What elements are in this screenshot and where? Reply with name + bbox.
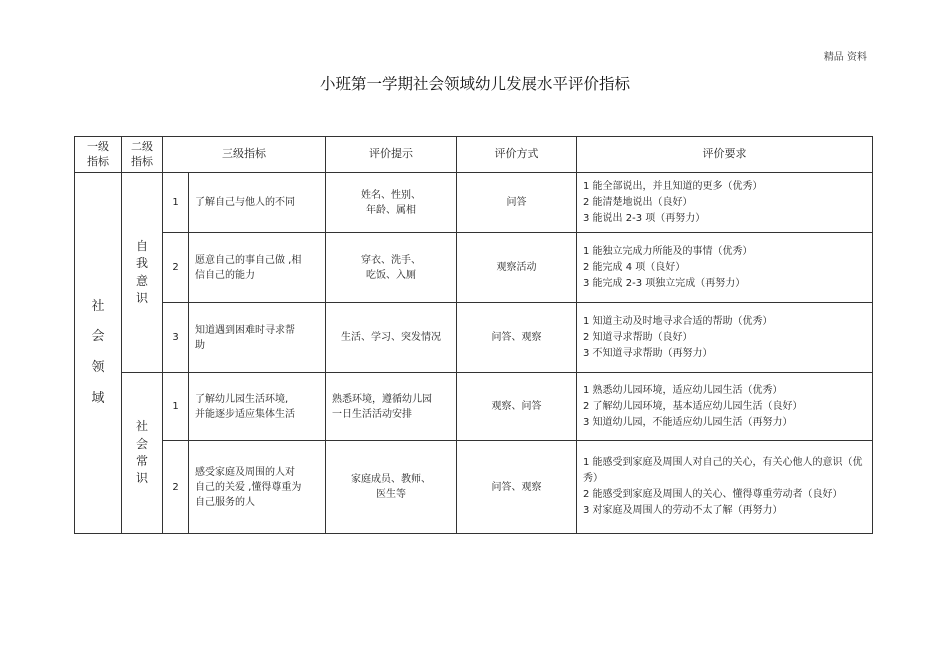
col-header-method: 评价方式 [457, 137, 577, 173]
requirement-line: 1 能感受到家庭及周围人对自己的关心，有关心他人的意识（优秀） [583, 457, 863, 484]
table-row [75, 441, 873, 534]
requirement-line: 1 能独立完成力所能及的事情（优秀） [583, 245, 753, 257]
hint-cell: 熟悉环境，遵循幼儿园 一日生活活动安排 [326, 373, 457, 441]
indicator-cell: 了解自己与他人的不同 [189, 173, 326, 233]
method-cell: 问答、观察 [457, 303, 577, 373]
requirement-line: 3 知道幼儿园，不能适应幼儿园生活（再努力） [583, 416, 793, 428]
table-header-row [75, 137, 873, 173]
level2-label: 社会常识 [135, 419, 148, 486]
indicator-cell: 了解幼儿园生活环境, 并能逐步适应集体生活 [189, 373, 326, 441]
evaluation-table [74, 136, 873, 534]
row-number: 3 [163, 303, 189, 373]
col-header-level2: 二级 指标 [122, 137, 163, 173]
requirement-line: 2 能清楚地说出（良好） [583, 196, 693, 208]
col-header-requirement: 评价要求 [577, 137, 873, 173]
requirement-line: 2 了解幼儿园环境，基本适应幼儿园生活（良好） [583, 400, 803, 412]
requirement-line: 3 对家庭及周围人的劳动不太了解（再努力） [583, 505, 783, 516]
requirement-cell [577, 373, 873, 441]
requirement-line: 1 能全部说出，并且知道的更多（优秀） [583, 180, 763, 192]
requirement-line: 2 能完成 4 项（良好） [583, 261, 686, 273]
row-number: 2 [163, 233, 189, 303]
requirement-cell [577, 441, 873, 534]
col-header-hint: 评价提示 [326, 137, 457, 173]
row-number: 1 [163, 373, 189, 441]
indicator-cell: 愿意自己的事自己做 ,相 信自己的能力 [189, 233, 326, 303]
indicator-cell: 知道遇到困难时寻求帮 助 [189, 303, 326, 373]
requirement-line: 1 熟悉幼儿园环境，适应幼儿园生活（优秀） [583, 384, 783, 396]
row-number: 1 [163, 173, 189, 233]
level2-cell-self-awareness [122, 173, 163, 373]
hint-cell: 生活、学习、突发情况 [326, 303, 457, 373]
col-header-level1: 一级 指标 [75, 137, 122, 173]
method-cell: 观察活动 [457, 233, 577, 303]
hint-cell: 姓名、性别、 年龄、属相 [326, 173, 457, 233]
requirement-line: 3 不知道寻求帮助（再努力） [583, 347, 713, 359]
requirement-line: 2 知道寻求帮助（良好） [583, 331, 693, 343]
requirement-cell [577, 303, 873, 373]
hint-cell: 穿衣、洗手、 吃饭、入厕 [326, 233, 457, 303]
level1-label: 社会领域 [91, 298, 105, 406]
requirement-line: 3 能完成 2-3 项独立完成（再努力） [583, 277, 746, 289]
table-row [75, 373, 873, 441]
requirement-cell [577, 233, 873, 303]
requirement-cell [577, 173, 873, 233]
page-title: 小班第一学期社会领域幼儿发展水平评价指标 [319, 75, 630, 93]
requirement-line: 1 知道主动及时地寻求合适的帮助（优秀） [583, 315, 773, 327]
requirement-line: 2 能感受到家庭及周围人的关心、懂得尊重劳动者（良好） [583, 489, 843, 500]
method-cell: 问答 [457, 173, 577, 233]
table-row [75, 233, 873, 303]
table-row [75, 303, 873, 373]
method-cell: 问答、观察 [457, 441, 577, 534]
level2-label: 自我意识 [135, 238, 148, 305]
row-number: 2 [163, 441, 189, 534]
indicator-cell: 感受家庭及周围的人对 自己的关爱 ,懂得尊重为 自己服务的人 [189, 441, 326, 534]
table-row [75, 173, 873, 233]
requirement-line: 3 能说出 2-3 项（再努力） [583, 212, 706, 224]
level1-cell [75, 173, 122, 534]
method-cell: 观察、问答 [457, 373, 577, 441]
header-tag: 精品 资料 [823, 52, 867, 63]
level2-cell-social-knowledge [122, 373, 163, 534]
hint-cell: 家庭成员、教师、 医生等 [326, 441, 457, 534]
col-header-level3: 三级指标 [163, 137, 326, 173]
